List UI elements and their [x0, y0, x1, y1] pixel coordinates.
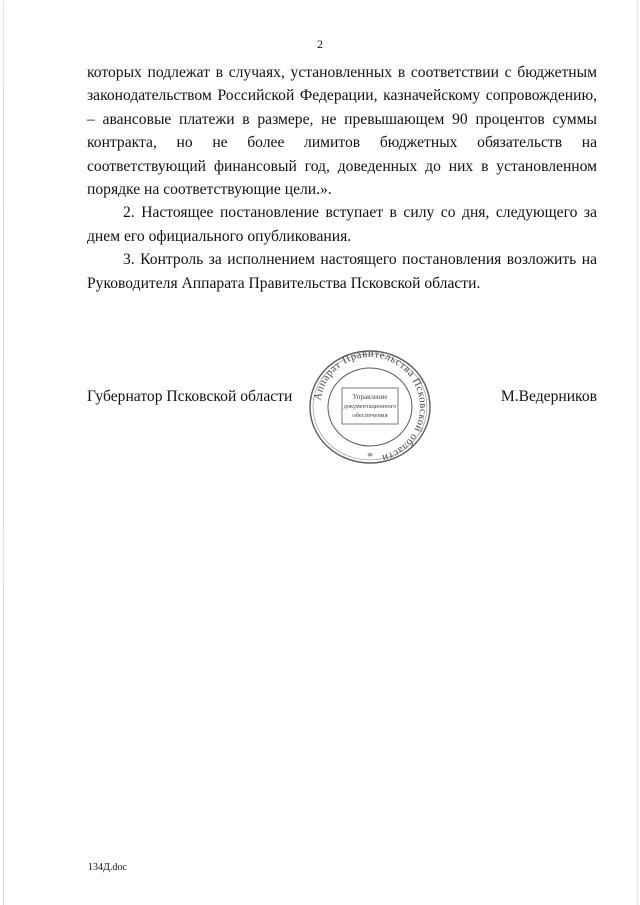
document-body [87, 61, 597, 295]
document-file-code: 134Д.doc [88, 862, 127, 873]
signatory-title: Губернатор Псковской области [87, 388, 293, 405]
page-number: 2 [317, 37, 323, 51]
paragraph-3: 3. Контроль за исполнением настоящего постановления возложить на Руководителя Аппарата Правительства Псковской области. [87, 251, 597, 292]
paragraph-2: 2. Настоящее постановление вступает в силу со дня, следующего за днем его официального опубликования. [87, 204, 597, 245]
scan-edge-right [637, 0, 638, 905]
official-seal [305, 348, 435, 466]
seal-center-line-2: документационного [343, 403, 397, 410]
signatory-name: М.Ведерников [500, 388, 597, 405]
seal-star-icon: * [367, 449, 373, 463]
seal-ring-text: Аппарат Правительства Псковской области [312, 348, 429, 464]
scan-edge-left [3, 0, 4, 905]
seal-center-line-3: обеспечения [352, 412, 388, 419]
seal-center-line-1: Управление [352, 393, 388, 401]
paragraph-continuation: которых подлежат в случаях, установленных в соответствии с бюджетным законодательством Российской Федерации, казначейскому сопровождению, – авансовые платежи в размере, не превышающем 90 процентов суммы контракта, но не более лимитов бюджетных обязательств на соответствующий финансовый год, доведенных до них в установленном порядке на соответствующие цели.». [87, 64, 597, 199]
